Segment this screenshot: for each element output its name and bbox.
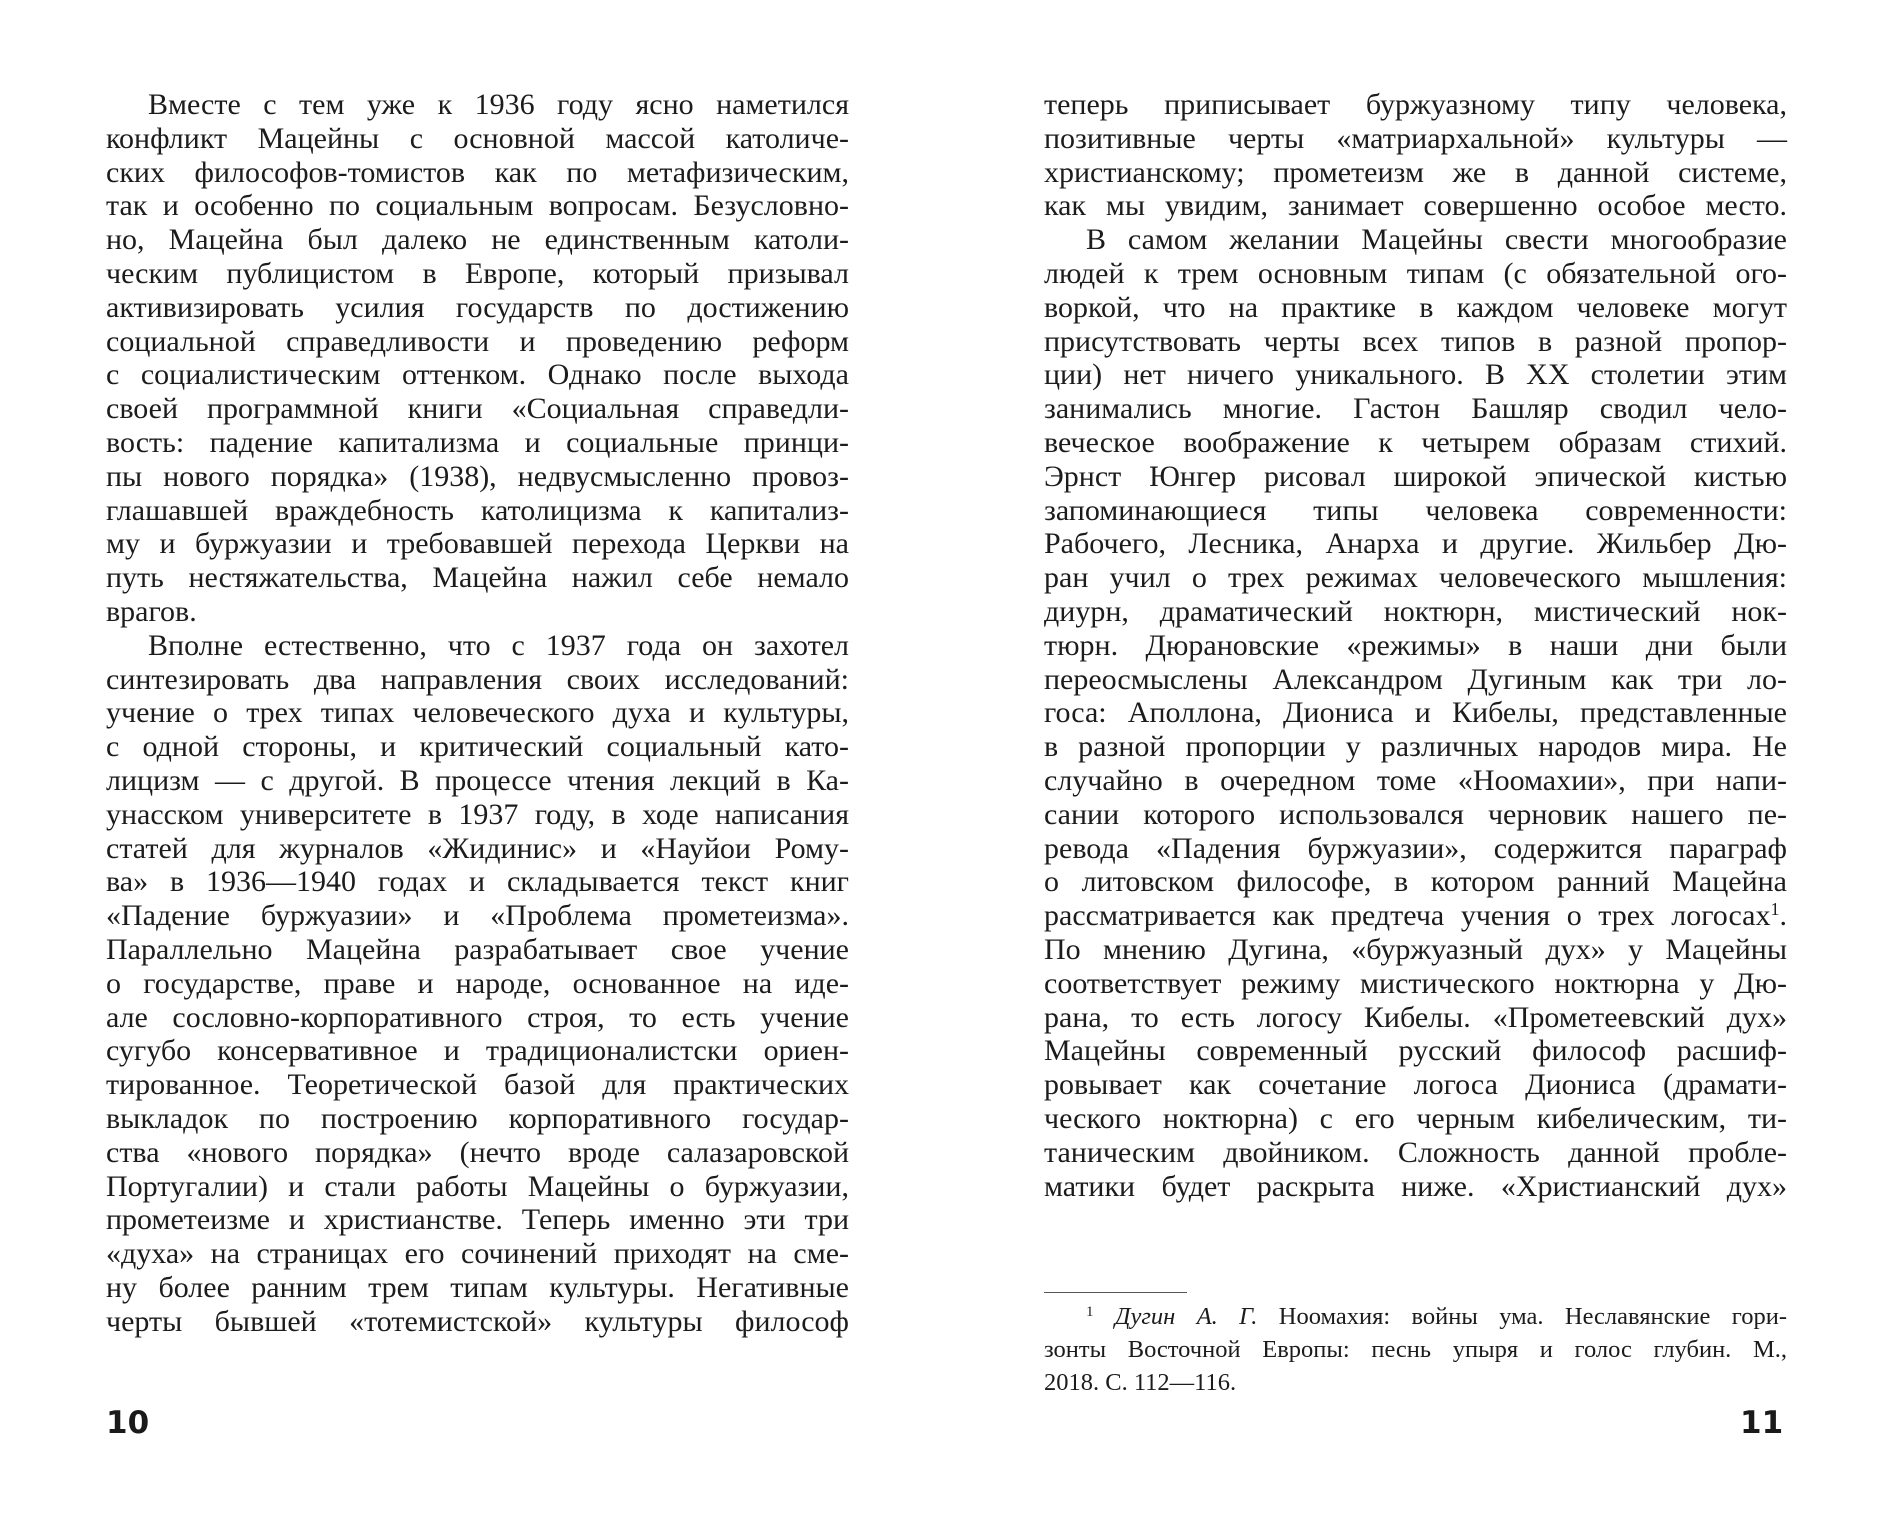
text-line: пы нового порядка» (1938), недвусмысленно провоз-	[106, 459, 849, 493]
page-number-left: 10	[106, 1405, 150, 1441]
text-line: о государстве, праве и народе, основанное на иде-	[106, 966, 849, 1000]
footnote-reference[interactable]: 1	[1770, 899, 1780, 920]
text-line: Параллельно Мацейна разрабатывает свое учение	[106, 932, 849, 966]
text-line: теперь приписывает буржуазному типу человека,	[1044, 88, 1787, 121]
footnote-text: Ноомахия: войны ума. Неславянские гори-	[1257, 1303, 1787, 1330]
text-line: Португалии) и стали работы Мацейны о буржуазии,	[106, 1169, 849, 1203]
left-page-body	[106, 88, 849, 1338]
text-line: Мацейны современный русский философ расшиф-	[1044, 1034, 1787, 1068]
text-line: случайно в очередном томе «Ноомахии», при напи-	[1044, 763, 1787, 797]
text-line: синтезировать два направления своих исследований:	[106, 662, 849, 696]
footnote-line	[1044, 1300, 1787, 1333]
text-line: Вместе с тем уже к 1936 году ясно наметился	[148, 88, 849, 121]
footnote-line: 2018. С. 112—116.	[1044, 1369, 1237, 1396]
footnote-line: зонты Восточной Европы: песнь упыря и голос глубин. М.,	[1044, 1336, 1787, 1363]
text-line: так и особенно по социальным вопросам. Безусловно-	[106, 189, 849, 223]
text-line: Рабочего, Лесника, Анарха и другие. Жильбер Дю-	[1044, 527, 1787, 561]
text-line: с социалистическим оттенком. Однако после выхода	[106, 358, 849, 392]
text-line: ревода «Падения буржуазии», содержится параграф	[1044, 831, 1787, 865]
text-line: В самом желании Мацейны свести многообразие	[1086, 223, 1787, 257]
text-line: лицизм — с другой. В процессе чтения лекций в Ка-	[106, 763, 849, 797]
footnote-author: Дугин А. Г.	[1114, 1303, 1258, 1330]
text-line: веческое воображение к четырем образам стихий.	[1044, 425, 1787, 459]
text-line: занимались многие. Гастон Башляр сводил чело-	[1044, 392, 1787, 426]
page-number-right: 11	[1740, 1405, 1784, 1441]
text-line: ран учил о трех режимах человеческого мышления:	[1044, 561, 1787, 595]
text-line: путь нестяжательства, Мацейна нажил себе немало	[106, 561, 849, 595]
text-line: врагов.	[106, 594, 197, 628]
text-line: воркой, что на практике в каждом человеке могут	[1044, 290, 1787, 324]
text-line: христианскому; прометеизм же в данной системе,	[1044, 155, 1787, 189]
footnote-ref-punct: .	[1779, 899, 1787, 933]
right-page-body	[1044, 88, 1787, 1203]
text-line: но, Мацейна был далеко не единственным католи-	[106, 223, 849, 257]
footnote-divider	[1044, 1292, 1187, 1293]
text-line: как мы увидим, занимает совершенно особое место.	[1044, 189, 1787, 223]
text-line: Вполне естественно, что с 1937 года он захотел	[148, 628, 849, 662]
text-line: ва» в 1936—1940 годах и складывается текст книг	[106, 865, 849, 899]
text-line: конфликт Мацейны с основной массой католиче-	[106, 121, 849, 155]
text-line: ских философов-томистов как по метафизическим,	[106, 155, 849, 189]
text-line: але сословно-корпоративного строя, то есть учение	[106, 1000, 849, 1034]
text-line: «духа» на страницах его сочинений приходят на сме-	[106, 1237, 849, 1271]
text-line: позитивные черты «матриархальной» культуры —	[1044, 121, 1787, 155]
text-line: в разной пропорции у различных народов мира. Не	[1044, 730, 1787, 764]
footnote	[1044, 1300, 1787, 1399]
text-line: социальной справедливости и проведению реформ	[106, 324, 849, 358]
text-line: унасском университете в 1937 году, в ходе написания	[106, 797, 849, 831]
text-line: статей для журналов «Жидинис» и «Науйои Рому-	[106, 831, 849, 865]
text-line: ческим публицистом в Европе, который призывал	[106, 256, 849, 290]
text-line: сании которого использовался черновик нашего пе-	[1044, 797, 1787, 831]
text-line: тированное. Теоретической базой для практических	[106, 1068, 849, 1102]
text-line-content: рассматривается как предтеча учения о трех логосах	[1044, 899, 1771, 933]
text-line: учение о трех типах человеческого духа и культуры,	[106, 696, 849, 730]
text-line: рана, то есть логосу Кибелы. «Прометеевский дух»	[1044, 1000, 1787, 1034]
text-line: ческого ноктюрна) с его черным кибелическим, ти-	[1044, 1101, 1787, 1135]
text-line: запоминающиеся типы человека современности:	[1044, 493, 1787, 527]
text-line: активизировать усилия государств по достижению	[106, 290, 849, 324]
text-line: ства «нового порядка» (нечто вроде салазаровской	[106, 1135, 849, 1169]
text-line: переосмыслены Александром Дугиным как три ло-	[1044, 662, 1787, 696]
text-line: ровывает как сочетание логоса Диониса (драмати-	[1044, 1068, 1787, 1102]
text-line: тюрн. Дюрановские «режимы» в наши дни были	[1044, 628, 1787, 662]
text-line: своей программной книги «Социальная справедли-	[106, 392, 849, 426]
text-line: вость: падение капитализма и социальные принци-	[106, 425, 849, 459]
text-line: му и буржуазии и требовавшей перехода Церкви на	[106, 527, 849, 561]
text-line: черты бывшей «тотемистской» культуры философ	[106, 1304, 849, 1338]
text-line: ции) нет ничего уникального. В XX столетии этим	[1044, 358, 1787, 392]
text-line: Эрнст Юнгер рисовал широкой эпической кистью	[1044, 459, 1787, 493]
text-line: таническим двойником. Сложность данной пробле-	[1044, 1135, 1787, 1169]
text-line: с одной стороны, и критический социальный като-	[106, 730, 849, 764]
text-line: матики будет раскрыта ниже. «Христианский дух»	[1044, 1169, 1787, 1203]
text-line: о литовском философе, в котором ранний Мацейна	[1044, 865, 1787, 899]
footnote-number: 1	[1086, 1304, 1094, 1320]
text-line: диурн, драматический ноктюрн, мистический нок-	[1044, 594, 1787, 628]
text-line: выкладок по построению корпоративного государ-	[106, 1101, 849, 1135]
text-line: госа: Аполлона, Диониса и Кибелы, представленные	[1044, 696, 1787, 730]
text-line: По мнению Дугина, «буржуазный дух» у Мацейны	[1044, 932, 1787, 966]
text-line: прометеизме и христианстве. Теперь именно эти три	[106, 1203, 849, 1237]
text-line: ну более ранним трем типам культуры. Негативные	[106, 1270, 849, 1304]
text-line: глашавшей враждебность католицизма к капитализ-	[106, 493, 849, 527]
text-line: людей к трем основным типам (с обязательной ого-	[1044, 256, 1787, 290]
text-line: соответствует режиму мистического ноктюрна у Дю-	[1044, 966, 1787, 1000]
text-line: «Падение буржуазии» и «Проблема прометеизма».	[106, 899, 849, 933]
text-line-with-footnote-ref	[1044, 899, 1787, 933]
text-line: присутствовать черты всех типов в разной пропор-	[1044, 324, 1787, 358]
text-line: сугубо консервативное и традиционалистски ориен-	[106, 1034, 849, 1068]
